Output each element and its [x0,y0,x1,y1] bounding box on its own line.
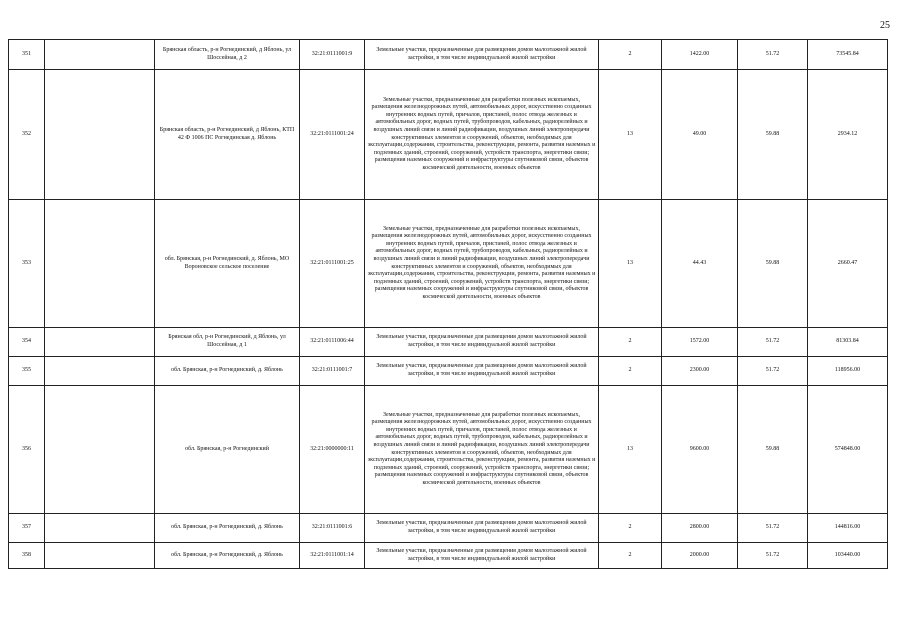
cadastral-number-cell: 32:21:0111001:9 [300,40,365,70]
cadastral-value-cell: 2934.12 [808,70,888,200]
group-number-cell: 13 [599,386,662,514]
specific-value-cell: 51.72 [738,40,808,70]
cadastral-number-cell: 32:21:0111001:14 [300,543,365,569]
row-number-cell: 355 [9,357,45,386]
row-number-cell: 357 [9,514,45,543]
table-row [9,40,888,70]
specific-value-cell: 59.88 [738,200,808,328]
row-number-cell: 356 [9,386,45,514]
blank-cell [45,357,155,386]
specific-value-cell: 51.72 [738,514,808,543]
cadastral-value-cell: 574848.00 [808,386,888,514]
page-number: 25 [880,20,890,31]
area-cell: 44.43 [662,200,738,328]
blank-cell [45,543,155,569]
blank-cell [45,328,155,357]
group-number-cell: 2 [599,543,662,569]
area-cell: 1422.00 [662,40,738,70]
land-use-cell: Земельные участки, предназначенные для разработки полезных ископаемых, размещения железнодорожных путей, автомобильных дорог, искусственно созданных внутренних водных путей, причалов, пристаней, полос отвода железных и автомобильных дорог, водных путей, трубопроводов, кабельных, радиорелейных и воздушных линий связи и линий радиофикации, воздушных линий электропередачи конструктивных элементов и сооружений, объектов, необходимых для эксплуатации,содержания, строительства, реконструкции, ремонта, развития наземных и подземных зданий, строений, сооружений, устройств транспорта, энергетики связи; размещения наземных сооружений и инфраструктуры спутниковой связи, объектов космической деятельности, военных объектов [365,70,599,200]
address-cell: обл. Брянская, р-н Рогнединский, д. Яблонь [155,357,300,386]
cadastral-number-cell: 32:21:0111006:44 [300,328,365,357]
land-use-cell: Земельные участки, предназначенные для разработки полезных ископаемых, размещения железнодорожных путей, автомобильных дорог, искусственно созданных внутренних водных путей, причалов, пристаней, полос отвода железных и автомобильных дорог, водных путей, трубопроводов, кабельных, радиорелейных и воздушных линий связи и линий радиофикации, воздушных линий электропередачи конструктивных элементов и сооружений, объектов, необходимых для эксплуатации,содержания, строительства, реконструкции, ремонта, развития наземных и подземных зданий, строений, сооружений, устройств транспорта, энергетики связи; размещения наземных сооружений и инфраструктуры спутниковой связи, объектов космической деятельности, военных объектов [365,386,599,514]
specific-value-cell: 51.72 [738,543,808,569]
group-number-cell: 13 [599,70,662,200]
table-row [9,357,888,386]
land-use-cell: Земельные участки, предназначенные для размещения домов малоэтажной жилой застройки, в том числе индивидуальной жилой застройки [365,357,599,386]
table-row [9,543,888,569]
table-row [9,200,888,328]
land-use-cell: Земельные участки, предназначенные для разработки полезных ископаемых, размещения железнодорожных путей, автомобильных дорог, искусственно созданных внутренних водных путей, причалов, пристаней, полос отвода железных и автомобильных дорог, водных путей, трубопроводов, кабельных, радиорелейных и воздушных линий связи и линий радиофикации, воздушных линий электропередачи конструктивных элементов и сооружений, объектов, необходимых для эксплуатации,содержания, строительства, реконструкции, ремонта, развития наземных и подземных зданий, строений, сооружений, устройств транспорта, энергетики связи; размещения наземных сооружений и инфраструктуры спутниковой связи, объектов космической деятельности, военных объектов [365,200,599,328]
land-use-cell: Земельные участки, предназначенные для размещения домов малоэтажной жилой застройки, в том числе индивидуальной жилой застройки [365,40,599,70]
address-cell: обл. Брянская, р-н Рогнединский, д. Яблонь [155,543,300,569]
cadastral-value-cell: 103440.00 [808,543,888,569]
cadastral-number-cell: 32:21:0111001:7 [300,357,365,386]
address-cell: обл. Брянская, р-н Рогнединский [155,386,300,514]
address-cell: Брянская обл, р-н Рогнединский, д Яблонь, ул Шоссейная, д 1 [155,328,300,357]
cadastral-value-cell: 73545.84 [808,40,888,70]
group-number-cell: 2 [599,40,662,70]
row-number-cell: 351 [9,40,45,70]
cadastral-number-cell: 32:21:0111001:6 [300,514,365,543]
area-cell: 2800.00 [662,514,738,543]
table-row [9,70,888,200]
row-number-cell: 353 [9,200,45,328]
address-cell: Брянская область, р-н Рогнединский, д Яблонь, ул Шоссейная, д 2 [155,40,300,70]
cadastral-value-cell: 144816.00 [808,514,888,543]
area-cell: 9600.00 [662,386,738,514]
cadastral-number-cell: 32:21:0111001:25 [300,200,365,328]
blank-cell [45,200,155,328]
specific-value-cell: 51.72 [738,357,808,386]
blank-cell [45,514,155,543]
group-number-cell: 13 [599,200,662,328]
specific-value-cell: 59.88 [738,70,808,200]
row-number-cell: 354 [9,328,45,357]
area-cell: 2300.00 [662,357,738,386]
address-cell: Брянская область, р-н Рогнединский, д Яблонь, КТП 42 Ф 1006 ПС Рогнединская д. Яблонь [155,70,300,200]
cadastral-number-cell: 32:21:0111001:24 [300,70,365,200]
table-row [9,328,888,357]
group-number-cell: 2 [599,328,662,357]
land-use-cell: Земельные участки, предназначенные для размещения домов малоэтажной жилой застройки, в том числе индивидуальной жилой застройки [365,543,599,569]
land-registry-table [8,39,888,569]
blank-cell [45,386,155,514]
land-use-cell: Земельные участки, предназначенные для размещения домов малоэтажной жилой застройки, в том числе индивидуальной жилой застройки [365,328,599,357]
cadastral-value-cell: 118956.00 [808,357,888,386]
blank-cell [45,70,155,200]
group-number-cell: 2 [599,514,662,543]
specific-value-cell: 59.88 [738,386,808,514]
specific-value-cell: 51.72 [738,328,808,357]
land-use-cell: Земельные участки, предназначенные для размещения домов малоэтажной жилой застройки, в том числе индивидуальной жилой застройки [365,514,599,543]
area-cell: 2000.00 [662,543,738,569]
table-row [9,514,888,543]
address-cell: обл. Брянская, р-н Рогнединский, д. Яблонь [155,514,300,543]
area-cell: 1572.00 [662,328,738,357]
row-number-cell: 358 [9,543,45,569]
area-cell: 49.00 [662,70,738,200]
group-number-cell: 2 [599,357,662,386]
cadastral-number-cell: 32:21:0000000:11 [300,386,365,514]
address-cell: обл. Брянская, р-н Рогнединский, д. Яблонь, МО Вороновское сельское поселение [155,200,300,328]
table-row [9,386,888,514]
cadastral-value-cell: 81303.84 [808,328,888,357]
row-number-cell: 352 [9,70,45,200]
blank-cell [45,40,155,70]
cadastral-value-cell: 2660.47 [808,200,888,328]
